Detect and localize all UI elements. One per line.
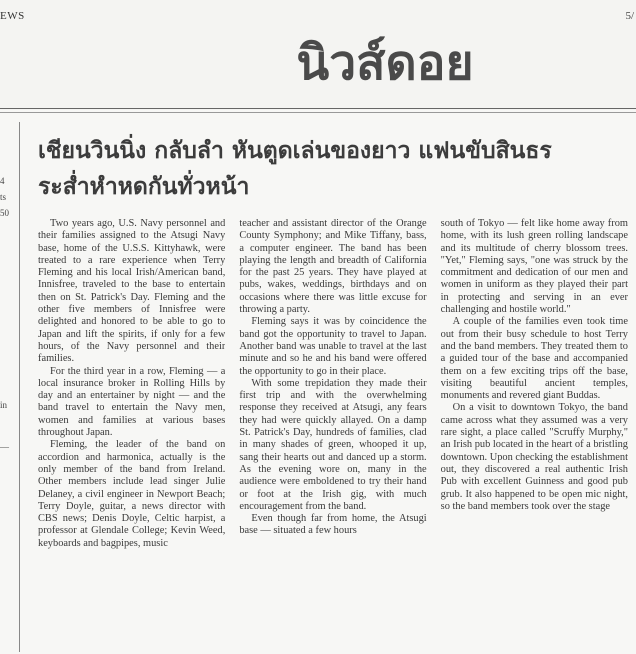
text-column — [441, 218, 628, 654]
paragraph: south of Tokyo — felt like home away from home, with its lush green rolling landscape and its multitude of cherry blossom trees. "Yet," Fleming says, "one was struck by the commitment and dedication of our men and women in uniform as they played their part in protecting and serving in an ever challenging and hostile world." — [440, 218, 628, 316]
margin-fragment: 4 — [0, 176, 5, 186]
page-date-fragment: 5/ — [625, 10, 634, 22]
masthead-rule-thin — [0, 112, 636, 113]
paragraph: Fleming says it was by coincidence the band got the opportunity to travel to Japan. Another band was unable to travel at the last minute and so he and his band were offered the opportunity to go in their place. — [239, 316, 427, 377]
section-label: EWS — [0, 10, 25, 22]
text-column — [239, 218, 426, 654]
paragraph: Even though far from home, the Atsugi base — situated a few hours — [239, 513, 427, 537]
left-margin-fragments — [0, 175, 12, 457]
article-headline — [38, 133, 628, 205]
margin-fragment: ts — [0, 192, 7, 202]
paragraph: With some trepidation they made their first trip and with the overwhelming response they received at Atsugi, any fears they had were quickly allayed. On a damp St. Patrick's Day, hundreds of families, clad in many shades of green, whooped it up, sang their hearts out and danced up a storm. As the evening wore on, many in the audience were emboldened to try their hand or foot at the Irish gig, with much encouragement from the band. — [239, 377, 427, 512]
article-body — [38, 218, 628, 654]
margin-fragment: in — [0, 400, 8, 410]
headline-line: ระส่ำหำหดกันทั่วหน้า — [38, 174, 250, 200]
overlay-title: นิวส์ดอย — [296, 35, 474, 91]
text-column — [38, 218, 225, 654]
margin-fragment: 50 — [0, 208, 9, 218]
headline-line: เชียนวินนิ่ง กลับลำ หันตูดเล่นของยาว แฟนขับสินธร — [38, 138, 552, 164]
margin-fragment: — — [0, 442, 9, 452]
masthead-rule — [0, 108, 636, 109]
paragraph: Two years ago, U.S. Navy personnel and their families assigned to the Atsugi Navy base, home of the U.S.S. Kittyhawk, were treated to a rare experience when Terry Fleming and his local Irish/American band, Innisfree, traveled to the base to entertain then on St. Patrick's Day. Fleming and the other five members of Innisfree were delighted and honored to be able to go to Japan and lift the spirits, if only for a few hours, of the Navy personnel and their families. — [38, 218, 226, 365]
paragraph: Fleming, the leader of the band on accordion and harmonica, actually is the only member of the band from Ireland. Other members include lead singer Julie Delaney, a civil engineer in Newport Beach; Terry Doyle, guitar, a news director with CBS news; Denis Doyle, Celtic harpist, a professor at Glendale College; Kevin Weed, keyboards and bagpipes, music — [38, 439, 226, 549]
paragraph: A couple of the families even took time out from their busy schedule to host Terry and the band members. They treated them to a guided tour of the base and accompanied them on a few exciting trips off the base, visiting beautiful ancient temples, monuments and revered giant Buddas. — [440, 316, 628, 402]
paragraph: For the third year in a row, Fleming — a local insurance broker in Rolling Hills by day and an entertainer by night — and the band travel to entertain the Navy men, women and families at various bases throughout Japan. — [38, 365, 226, 439]
paragraph: teacher and assistant director of the Orange County Symphony; and Mike Tiffany, bass, a computer engineer. The band has been playing the length and breadth of California for the past 25 years. They have played at pubs, wakes, weddings, birthdays and on occasions where there was little excuse for throwing a party. — [239, 218, 427, 316]
column-divider — [19, 122, 20, 652]
paragraph: On a visit to downtown Tokyo, the band came across what they assumed was a very rare sight, a place called "Scruffy Murphy," an Irish pub located in the heart of a bristling downtown. Upon checking the establishment out, they discovered a real authentic Irish Pub with excellent Guinness and good pub grub. It also happened to be open mic night, so the band members took over the stage — [440, 402, 628, 512]
